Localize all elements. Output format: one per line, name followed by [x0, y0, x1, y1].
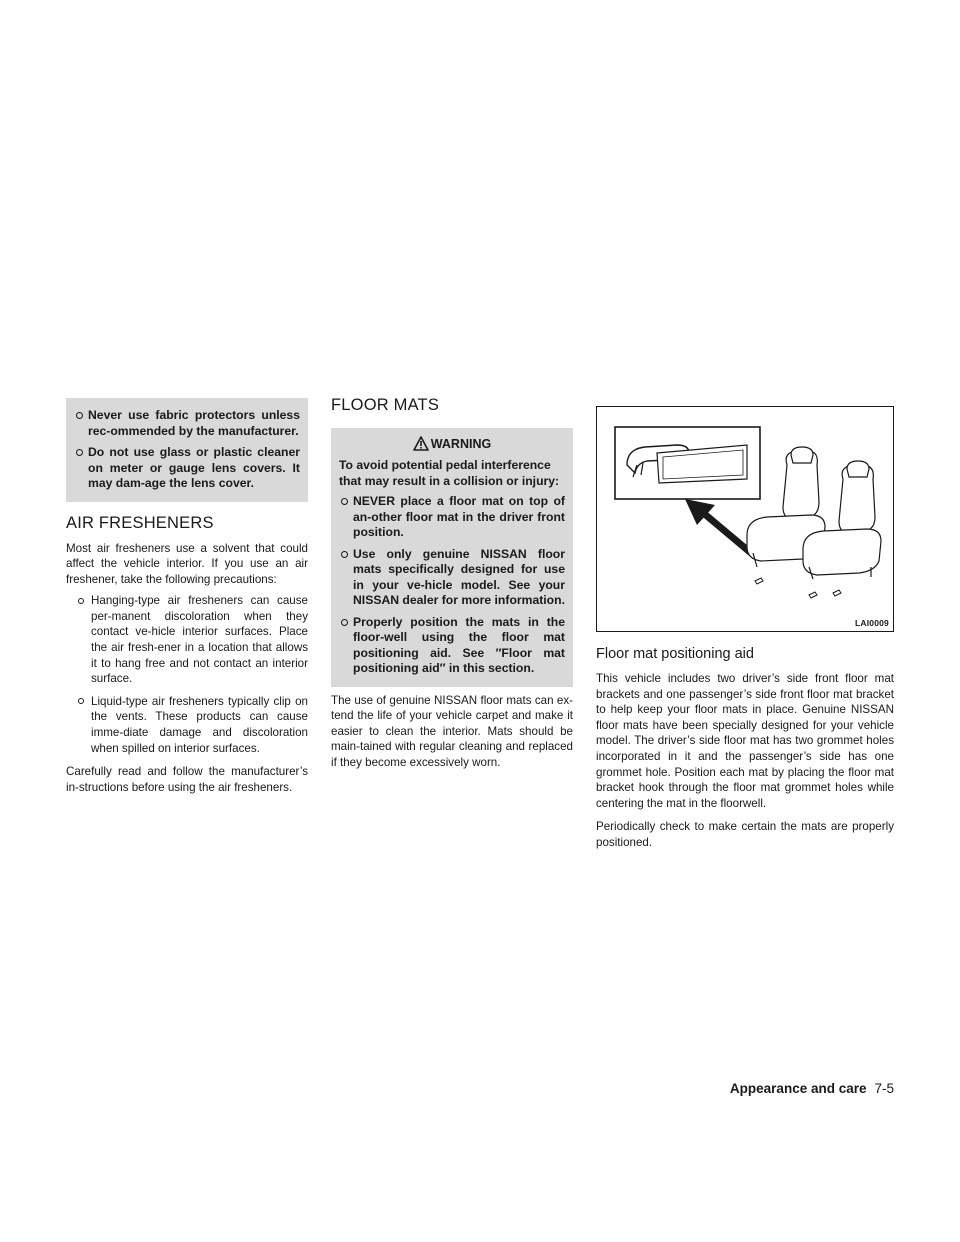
- column-2: [331, 398, 573, 770]
- warning-intro: To avoid potential pedal interference that may result in a collision or injury:: [339, 458, 560, 488]
- caution-box: [66, 398, 308, 502]
- air-fresheners-list: [66, 593, 308, 756]
- floor-mats-body: The use of genuine NISSAN floor mats can ex-tend the life of your vehicle carpet and make it easier to clean the interior. Mats should be main-tained with regular cleaning and replaced if they become excessively worn.: [331, 693, 573, 769]
- warning-list: [339, 494, 565, 677]
- section-title: Appearance and care: [729, 1081, 867, 1096]
- warning-item: NEVER place a floor mat on top of an-other floor mat in the driver front position.: [339, 494, 565, 541]
- air-fresheners-heading: AIR FRESHENERS: [66, 513, 214, 532]
- warning-box: [331, 428, 573, 687]
- warning-label: WARNING: [430, 437, 492, 451]
- positioning-aid-heading: Floor mat positioning aid: [596, 646, 754, 662]
- column-3: [596, 406, 894, 851]
- caution-list: [74, 408, 300, 492]
- warning-icon: [413, 436, 429, 451]
- warning-header: [339, 436, 565, 451]
- warning-item: Use only genuine NISSAN floor mats specifically designed for use in your ve-hicle model. See your NISSAN dealer for more information.: [339, 547, 565, 609]
- floor-mat-figure: [596, 406, 894, 632]
- column-1: [66, 398, 308, 795]
- list-item: Hanging-type air fresheners can cause per-manent discoloration when they contact ve-hicle interior surfaces. Place the air fresh-ener in a location that allows it to hang free and not contact an interior surface.: [76, 593, 308, 687]
- floor-mats-heading: FLOOR MATS: [331, 396, 440, 414]
- positioning-aid-note: Periodically check to make certain the mats are properly positioned.: [596, 820, 894, 849]
- figure-code: LAI0009: [854, 618, 889, 628]
- caution-item: Do not use glass or plastic cleaner on meter or gauge lens covers. It may dam-age the lens cover.: [74, 445, 300, 492]
- positioning-aid-body: This vehicle includes two driver’s side front floor mat brackets and one passenger’s side front floor mat bracket to help keep your floor mats in place. Genuine NISSAN floor mats have been specially designed for your vehicle model. The driver’s side floor mat has two grommet holes incorporated in it and the passenger’s side has one grommet hole. Position each mat by placing the floor mat bracket hook through the floor mat grommet holes while centering the mat in the floorwell.: [596, 672, 894, 810]
- air-fresheners-intro: Most air fresheners use a solvent that could affect the vehicle interior. If you use an air freshener, take the following precautions:: [66, 541, 308, 586]
- warning-item: Properly position the mats in the floor-well using the floor mat positioning aid. See ″Floor mat positioning aid″ in this section.: [339, 615, 565, 677]
- page-footer: [730, 1081, 894, 1096]
- caution-item: Never use fabric protectors unless rec-ommended by the manufacturer.: [74, 408, 300, 439]
- page-number: 7-5: [874, 1081, 894, 1096]
- list-item: Liquid-type air fresheners typically clip on the vents. These products can cause imme-diate damage and discoloration when spilled on interior surfaces.: [76, 694, 308, 756]
- air-fresheners-closing: Carefully read and follow the manufacturer’s in-structions before using the air fresheners.: [66, 765, 308, 794]
- seat-bracket-illustration: [597, 407, 893, 631]
